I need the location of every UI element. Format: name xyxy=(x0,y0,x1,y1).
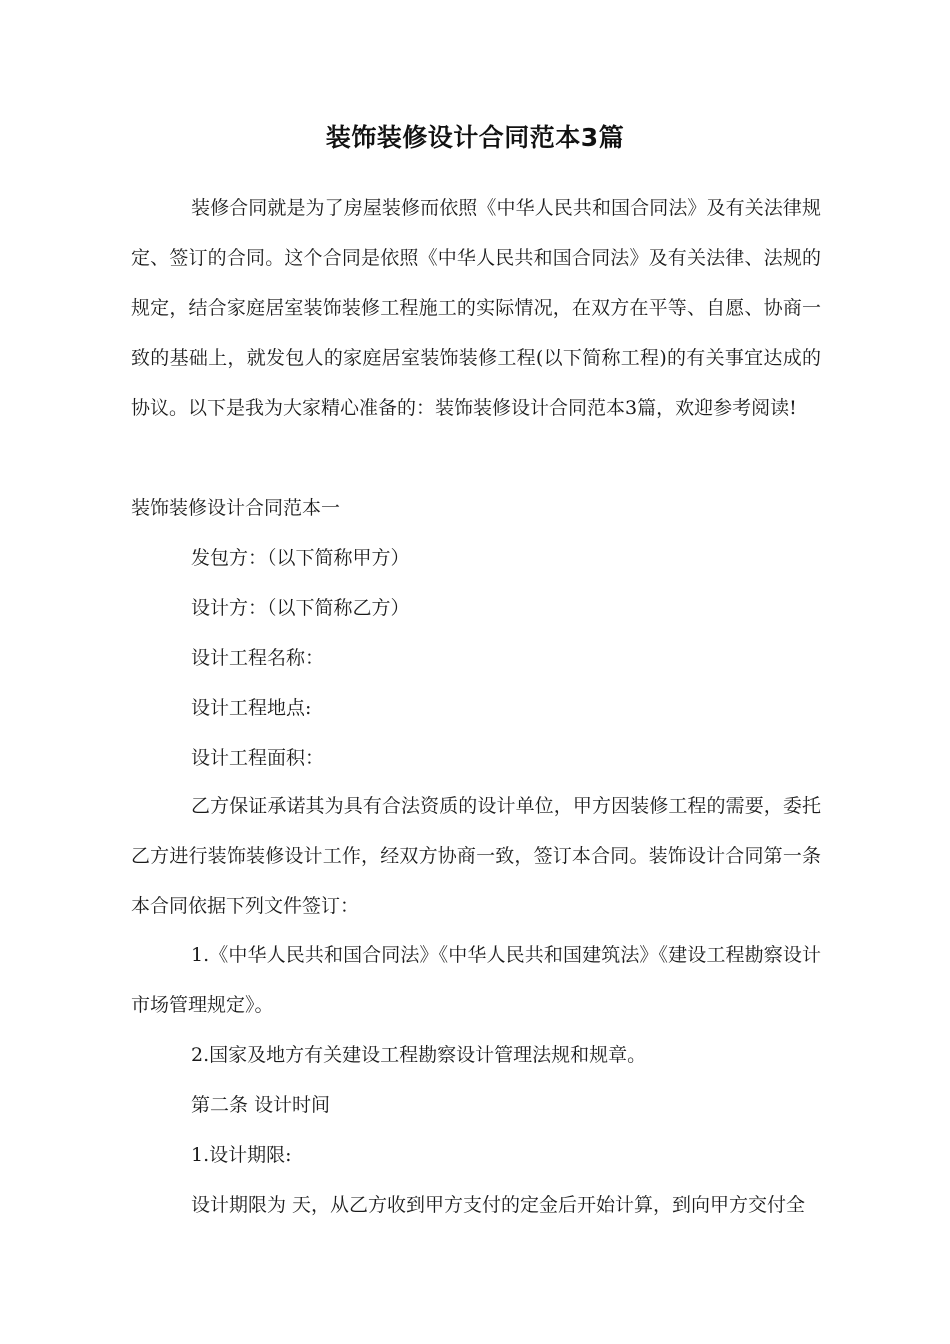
project-name-line: 设计工程名称： xyxy=(191,647,325,669)
project-location-line: 设计工程地点: xyxy=(191,697,312,719)
guarantee-paragraph: 乙方保证承诺其为具有合法资质的设计单位，甲方因装修工程的需要，委托乙方进行装饰装修设计工作，经双方协商一致，签订本合同。装饰设计合同第一条 本合同依据下列文件签订： xyxy=(131,795,821,917)
party-b-line: 设计方：（以下简称乙方） xyxy=(191,597,410,619)
term-text: 设计期限为 天，从乙方收到甲方支付的定金后开始计算，到向甲方交付全 xyxy=(191,1194,806,1216)
article-2-heading: 第二条 设计时间 xyxy=(191,1094,331,1116)
intro-paragraph: 装修合同就是为了房屋装修而依照《中华人民共和国合同法》及有关法律规定、签订的合同。这个合同是依照《中华人民共和国合同法》及有关法律、法规的规定，结合家庭居室装饰装修工程施工的实际情况，在双方在平等、自愿、协商一致的基础上，就发包人的家庭居室装饰装修工程(以下简称工程)的有关事宜达成的协议。以下是我为大家精心准备的：装饰装修设计合同范本3篇，欢迎参考阅读! xyxy=(131,197,821,419)
term-heading: 1.设计期限: xyxy=(191,1144,292,1166)
section-heading: 装饰装修设计合同范本一 xyxy=(131,497,341,519)
project-area-line: 设计工程面积： xyxy=(191,747,325,769)
party-a-line: 发包方：（以下简称甲方） xyxy=(191,547,410,569)
basis-item-2: 2.国家及地方有关建设工程勘察设计管理法规和规章。 xyxy=(191,1044,647,1066)
basis-item-1: 1.《中华人民共和国合同法》《中华人民共和国建筑法》《建设工程勘察设计市场管理规定》。 xyxy=(131,944,821,1016)
document-title: 装饰装修设计合同范本3篇 xyxy=(325,123,625,152)
